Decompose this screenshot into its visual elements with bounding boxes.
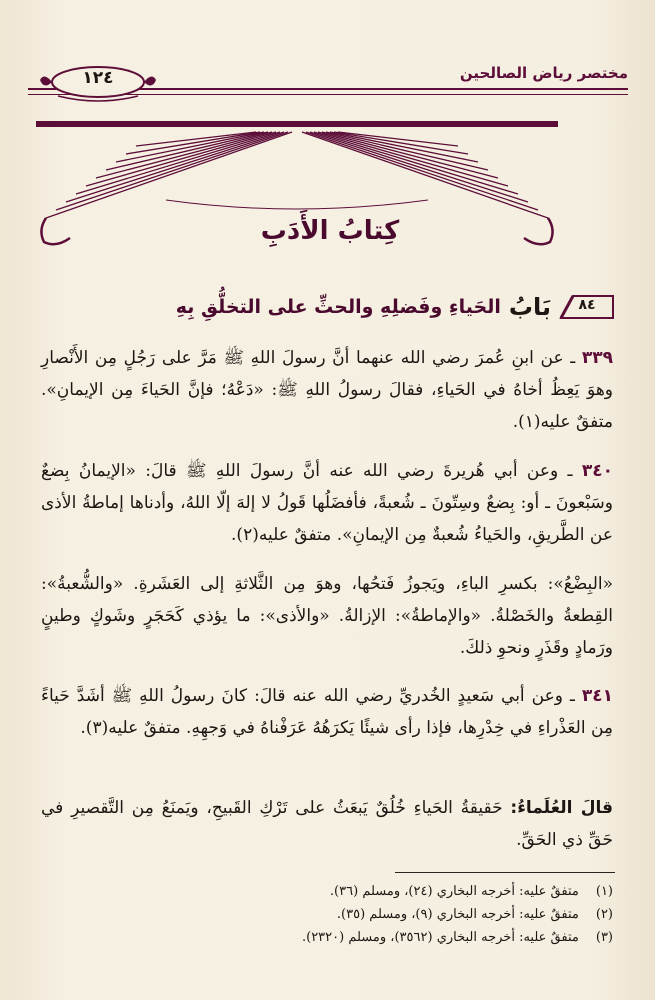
hadith-339 <box>41 342 613 438</box>
chapter-number-badge <box>559 294 615 320</box>
page-number: ١٢٤ <box>82 68 114 88</box>
scholars-note <box>41 792 613 856</box>
footnote-rule <box>395 872 615 873</box>
chapter-bab: بَابُ <box>508 293 551 321</box>
scholars-label: قالَ العُلَماءُ: <box>510 798 613 818</box>
footnotes <box>41 880 613 949</box>
book-heading: كِتابُ الأَدَبِ <box>260 216 400 246</box>
hadith-text: ـ وعن أبي سَعيدٍ الخُدريِّ رضي الله عنه قالَ: كانَ رسولُ اللهِ ﷺ أشَدَّ حَياءً مِن العَذْراءِ في خِدْرِها، فإذا رأى شيئًا يَكرَهُهُ عَرَفْناهُ في وَجهِهِ. متفقٌ عليه(٣). <box>41 686 613 738</box>
footnote-text: متفقٌ عليه: أخرجه البخاري (٣٥٦٢)، ومسلم (٢٣٢٠). <box>301 930 579 945</box>
scholars-text: حَقيقةُ الحَياءِ خُلُقٌ يَبعَثُ على تَرْكِ القَبيحِ، ويَمنَعُ مِن التَّقصيرِ في حَقِّ ذي الحَقِّ. <box>41 798 613 850</box>
footnote-label: (١) <box>595 884 613 899</box>
footnote-item <box>41 903 613 926</box>
footnote-text: متفقٌ عليه: أخرجه البخاري (٩)، ومسلم (٣٥). <box>336 907 579 922</box>
footnote-label: (٢) <box>595 907 613 922</box>
chapter-heading <box>35 293 615 321</box>
hadith-340-notes <box>41 568 613 664</box>
hadith-number: ٣٤٠ <box>581 461 613 481</box>
footnote-item <box>41 926 613 949</box>
hadith-number: ٣٣٩ <box>581 348 613 368</box>
chapter-title: الحَياءِ وفَضلِهِ والحثِّ على التخلُّقِ بِهِ <box>175 296 501 318</box>
hadith-text: ـ وعن أبي هُريرةَ رضي الله عنه أنَّ رسولَ اللهِ ﷺ قالَ: «الإيمانُ بِضعٌ وسَبْعونَ ـ أو: بِضعٌ وسِتّونَ ـ شُعبةً، فأفضَلُها قَولُ لا إلهَ إلّا اللهُ، وأدناها إماطةُ الأذى عن الطَّريقِ، والحَياءُ شُعبةٌ مِن الإيمانِ». متفقٌ عليه(٢). <box>41 461 613 545</box>
chapter-number: ٨٤ <box>578 297 596 313</box>
notes-text: «البِضْعُ»: بكسرِ الباءِ، ويَجوزُ فَتحُها، وهوَ مِن الثَّلاثةِ إلى العَشَرةِ. «والشُّعبةُ»: القِطعةُ والخَصْلةُ. «والإماطةُ»: الإزالةُ. «والأذى»: ما يؤذي كَحَجَرٍ وشَوكٍ وطينٍ ورَمادٍ وقَذَرٍ ونحوِ ذلكَ. <box>41 574 613 658</box>
hadith-text: ـ عن ابنِ عُمرَ رضي الله عنهما أنَّ رسولَ اللهِ ﷺ مَرَّ على رَجُلٍ مِن الأَنْصارِ وهوَ يَعِظُ أخاهُ في الحَياءِ، فقالَ رسولُ اللهِ ﷺ: «دَعْهُ؛ فإنَّ الحَياءَ مِن الإيمانِ». متفقٌ عليه(١). <box>41 348 613 432</box>
footnote-label: (٣) <box>595 930 613 945</box>
footnote-text: متفقٌ عليه: أخرجه البخاري (٢٤)، ومسلم (٣٦). <box>329 884 579 899</box>
hadith-number: ٣٤١ <box>581 686 614 706</box>
ornament-band <box>36 121 558 127</box>
running-header <box>28 58 628 108</box>
hadith-341 <box>41 680 613 744</box>
footnote-item <box>41 880 613 903</box>
hadith-340 <box>41 455 613 551</box>
book-title: مختصر رياض الصالحين <box>459 64 628 82</box>
